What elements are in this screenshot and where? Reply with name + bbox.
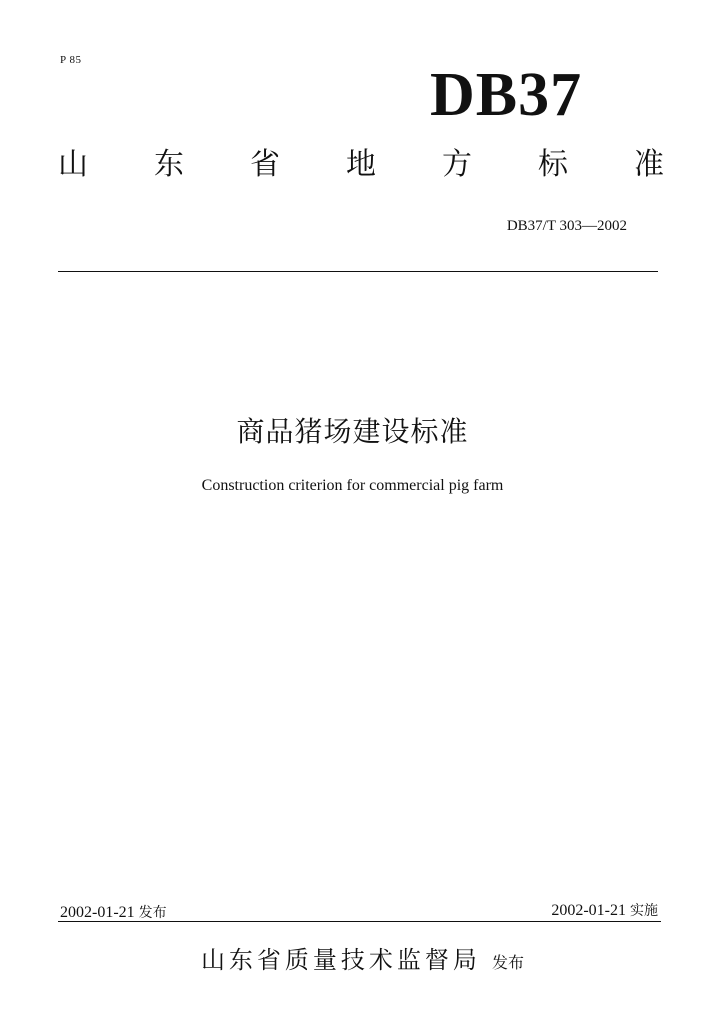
standard-type-title	[58, 147, 664, 182]
classification-code: P 85	[60, 54, 82, 66]
footer-divider	[58, 921, 661, 922]
header-divider	[58, 271, 658, 272]
document-title-chinese: 商品猪场建设标准	[236, 415, 469, 448]
issuer-suffix: 发布	[492, 953, 525, 972]
standard-type-char: 准	[634, 147, 664, 182]
standard-type-char: 方	[442, 147, 472, 182]
issuer-name: 山东省质量技术监督局	[200, 946, 481, 974]
standard-number: DB37/T 303—2002	[506, 218, 627, 234]
document-title-english: Construction criterion for commercial pig farm	[201, 477, 504, 494]
issue-date: 2002-01-21	[60, 904, 135, 921]
standard-type-char: 地	[346, 147, 376, 182]
issue-date-block	[60, 902, 167, 922]
standard-type-char: 省	[250, 147, 280, 182]
issue-label: 发布	[138, 905, 167, 921]
standard-type-char: 标	[538, 147, 568, 182]
implement-date-block	[551, 900, 658, 920]
standard-logo: DB37	[430, 61, 583, 129]
implement-label: 实施	[630, 903, 658, 919]
standard-type-char: 东	[154, 147, 184, 182]
issuer-block	[0, 940, 725, 975]
standard-type-char: 山	[58, 147, 88, 182]
implement-date: 2002-01-21	[551, 902, 626, 919]
